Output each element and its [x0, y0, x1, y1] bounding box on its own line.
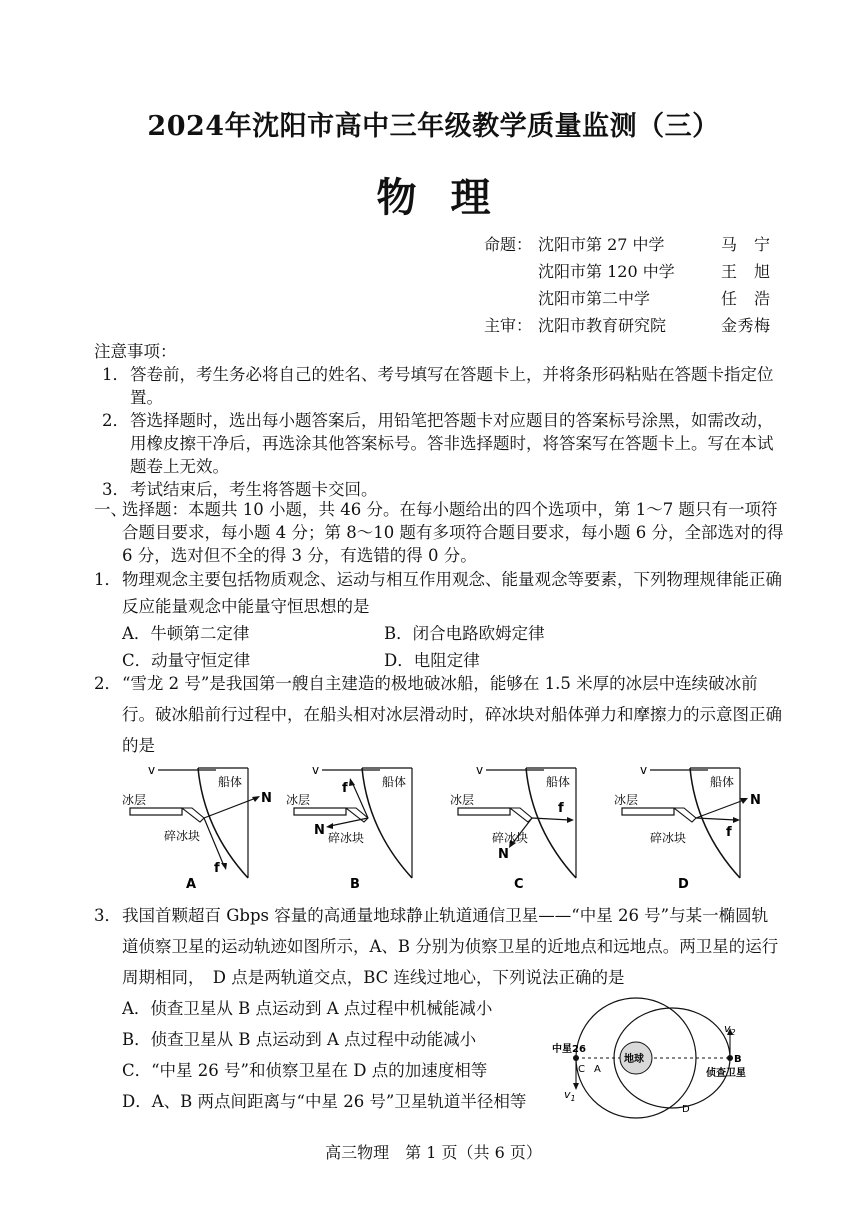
normal-force-label: N — [498, 847, 509, 862]
ice-slab — [294, 808, 346, 815]
arrow-head — [573, 1083, 579, 1090]
ice-slab — [458, 808, 510, 815]
credit-name: 王 旭 — [721, 262, 771, 281]
option-label: D — [678, 877, 689, 892]
credit-school: 沈阳市教育研究院 — [538, 316, 667, 335]
velocity-label: v — [640, 763, 648, 777]
credit-school: 沈阳市第二中学 — [538, 289, 651, 308]
hull-label: 船体 — [382, 775, 407, 789]
friction-force-label: f — [726, 825, 732, 840]
ice-fragment — [674, 808, 696, 822]
point-b-label: B — [734, 1054, 742, 1065]
option-label: B — [350, 877, 360, 892]
arrow-head — [349, 778, 355, 786]
arrow-head — [221, 863, 227, 870]
hull-label: 船体 — [710, 775, 735, 789]
note-text: 考试结束后，考生将答题卡交回。 — [130, 480, 378, 499]
credits-block — [484, 232, 784, 340]
notes-block — [94, 340, 784, 501]
broken-ice-label: 碎冰块 — [328, 831, 365, 845]
exam-title: 2024年沈阳市高中三年级教学质量监测（三） — [147, 111, 720, 142]
hull-label: 船体 — [218, 775, 243, 789]
ice-label: 冰层 — [122, 793, 147, 807]
question-number: 2． — [94, 674, 121, 693]
ice-label: 冰层 — [614, 793, 639, 807]
v1-label: $v_1$ — [564, 1088, 576, 1103]
hull-label: 船体 — [546, 775, 571, 789]
option-c[interactable]: C．“中星 26 号”和侦察卫星在 D 点的加速度相等 — [122, 1061, 488, 1080]
point-a-label: A — [594, 1064, 601, 1075]
credit-role: 主审： — [484, 316, 533, 335]
force-n-arrow — [696, 800, 744, 818]
arrow-head — [326, 823, 333, 829]
question-2 — [94, 668, 784, 761]
ice-label: 冰层 — [450, 793, 475, 807]
note-text: 答选择题时，选出每小题答案后，用铅笔把答题卡对应题目的答案标号涂黑，如需改动，用橡皮擦干净后，再选涂其他答案标号。答非选择题时，将答案写在答题卡上。写在本试题卷上无效。 — [130, 411, 774, 476]
ice-slab — [130, 808, 182, 815]
question-number: 3． — [94, 906, 121, 925]
section-text: 选择题：本题共 10 小题，共 46 分。在每小题给出的四个选项中，第 1～7 题只有一项符合题目要求，每小题 4 分；第 8～10 题有多项符合题目要求，每小题 6 分，全部选对的得 6 分，选对但不全的得 3 分，有选错的得 0 分。 — [122, 500, 784, 565]
normal-force-label: N — [314, 823, 325, 838]
note-number: 1． — [102, 365, 129, 384]
velocity-label: v — [148, 763, 156, 777]
option-label: A — [186, 877, 197, 892]
note-item — [94, 409, 784, 478]
credit-name: 金秀梅 — [721, 316, 771, 335]
arrow-head — [567, 817, 574, 823]
diagram-option-c[interactable] — [446, 760, 606, 895]
ice-label: 冰层 — [286, 793, 311, 807]
option-a[interactable]: A．牛顿第二定律 — [122, 624, 250, 643]
point-d-label: D — [682, 1104, 690, 1115]
question-stem: 物理观念主要包括物质观念、运动与相互作用观念、能量观念等要素，下列物理规律能正确反应能量观念中能量守恒思想的是 — [122, 570, 782, 616]
diagram-option-b[interactable] — [282, 760, 442, 895]
notes-heading: 注意事项： — [94, 342, 177, 361]
note-number: 3． — [102, 480, 129, 499]
note-number: 2． — [102, 411, 129, 430]
arrow-head — [733, 817, 740, 823]
question-number: 1． — [94, 570, 121, 589]
velocity-label: v — [476, 763, 484, 777]
exam-subject: 物理 — [376, 174, 525, 221]
velocity-label: v — [312, 763, 320, 777]
question-stem: “雪龙 2 号”是我国第一艘自主建造的极地破冰船，能够在 1.5 米厚的冰层中连续破冰前行。破冰船前行过程中，在船头相对冰层滑动时，碎冰块对船体弹力和摩擦力的示意图正确的是 — [122, 674, 782, 755]
note-item — [94, 363, 784, 409]
section-1-instructions — [94, 498, 784, 567]
diagram-option-d[interactable] — [610, 760, 770, 895]
option-row — [94, 620, 784, 647]
question-stem: 我国首颗超百 Gbps 容量的高通量地球静止轨道通信卫星——“中星 26 号”与某一椭圆轨道侦察卫星的运动轨迹如图所示，A、B 分别为侦察卫星的近地点和远地点。两卫星的运行周期相同， D 点是两轨道交点，BC 连线过地心，下列说法正确的是 — [122, 906, 779, 987]
orbit-figure — [550, 994, 760, 1119]
normal-force-label: N — [261, 791, 272, 806]
option-d[interactable]: D．A、B 两点间距离与“中星 26 号”卫星轨道半径相等 — [122, 1092, 527, 1111]
ice-fragment — [182, 808, 204, 822]
credit-row — [484, 286, 784, 313]
ice-fragment — [510, 808, 532, 822]
credit-name: 马 宁 — [721, 235, 771, 254]
note-text: 答卷前，考生务必将自己的姓名、考号填写在答题卡上，并将条形码粘贴在答题卡指定位置。 — [130, 365, 774, 407]
option-label: C — [514, 877, 524, 892]
friction-force-label: f — [214, 861, 220, 876]
page-footer: 高三物理 第 1 页（共 6 页） — [325, 1143, 542, 1162]
credit-row — [484, 259, 784, 286]
broken-ice-label: 碎冰块 — [492, 831, 529, 845]
question-1 — [94, 566, 784, 674]
recon-satellite-label: 侦查卫星 — [706, 1068, 746, 1079]
ice-slab — [622, 808, 674, 815]
option-a[interactable]: A．侦查卫星从 B 点运动到 A 点过程中机械能减小 — [122, 999, 493, 1018]
normal-force-label: N — [750, 793, 761, 808]
option-b[interactable]: B．侦查卫星从 B 点运动到 A 点过程中动能减小 — [122, 1030, 477, 1049]
option-c[interactable]: C．动量守恒定律 — [122, 651, 251, 670]
diagram-option-a[interactable] — [118, 760, 278, 895]
credit-name: 任 浩 — [721, 289, 771, 308]
credit-row — [484, 313, 784, 340]
option-b[interactable]: B．闭合电路欧姆定律 — [384, 624, 545, 643]
credit-row — [484, 232, 784, 259]
credit-school: 沈阳市第 120 中学 — [538, 262, 675, 281]
section-number: 一、 — [94, 500, 127, 519]
zhongxing26-label: 中星26 — [552, 1044, 586, 1055]
broken-ice-label: 碎冰块 — [650, 831, 687, 845]
friction-force-label: f — [342, 781, 348, 796]
v2-label: $v_2$ — [724, 1022, 736, 1037]
friction-force-label: f — [558, 801, 564, 816]
credit-role: 命题： — [484, 235, 533, 254]
point-c-label: C — [578, 1064, 585, 1075]
earth-label: 地球 — [624, 1054, 644, 1065]
option-d[interactable]: D．电阻定律 — [384, 651, 480, 670]
broken-ice-label: 碎冰块 — [164, 829, 201, 843]
force-n-arrow — [330, 818, 368, 826]
credit-school: 沈阳市第 27 中学 — [538, 235, 665, 254]
